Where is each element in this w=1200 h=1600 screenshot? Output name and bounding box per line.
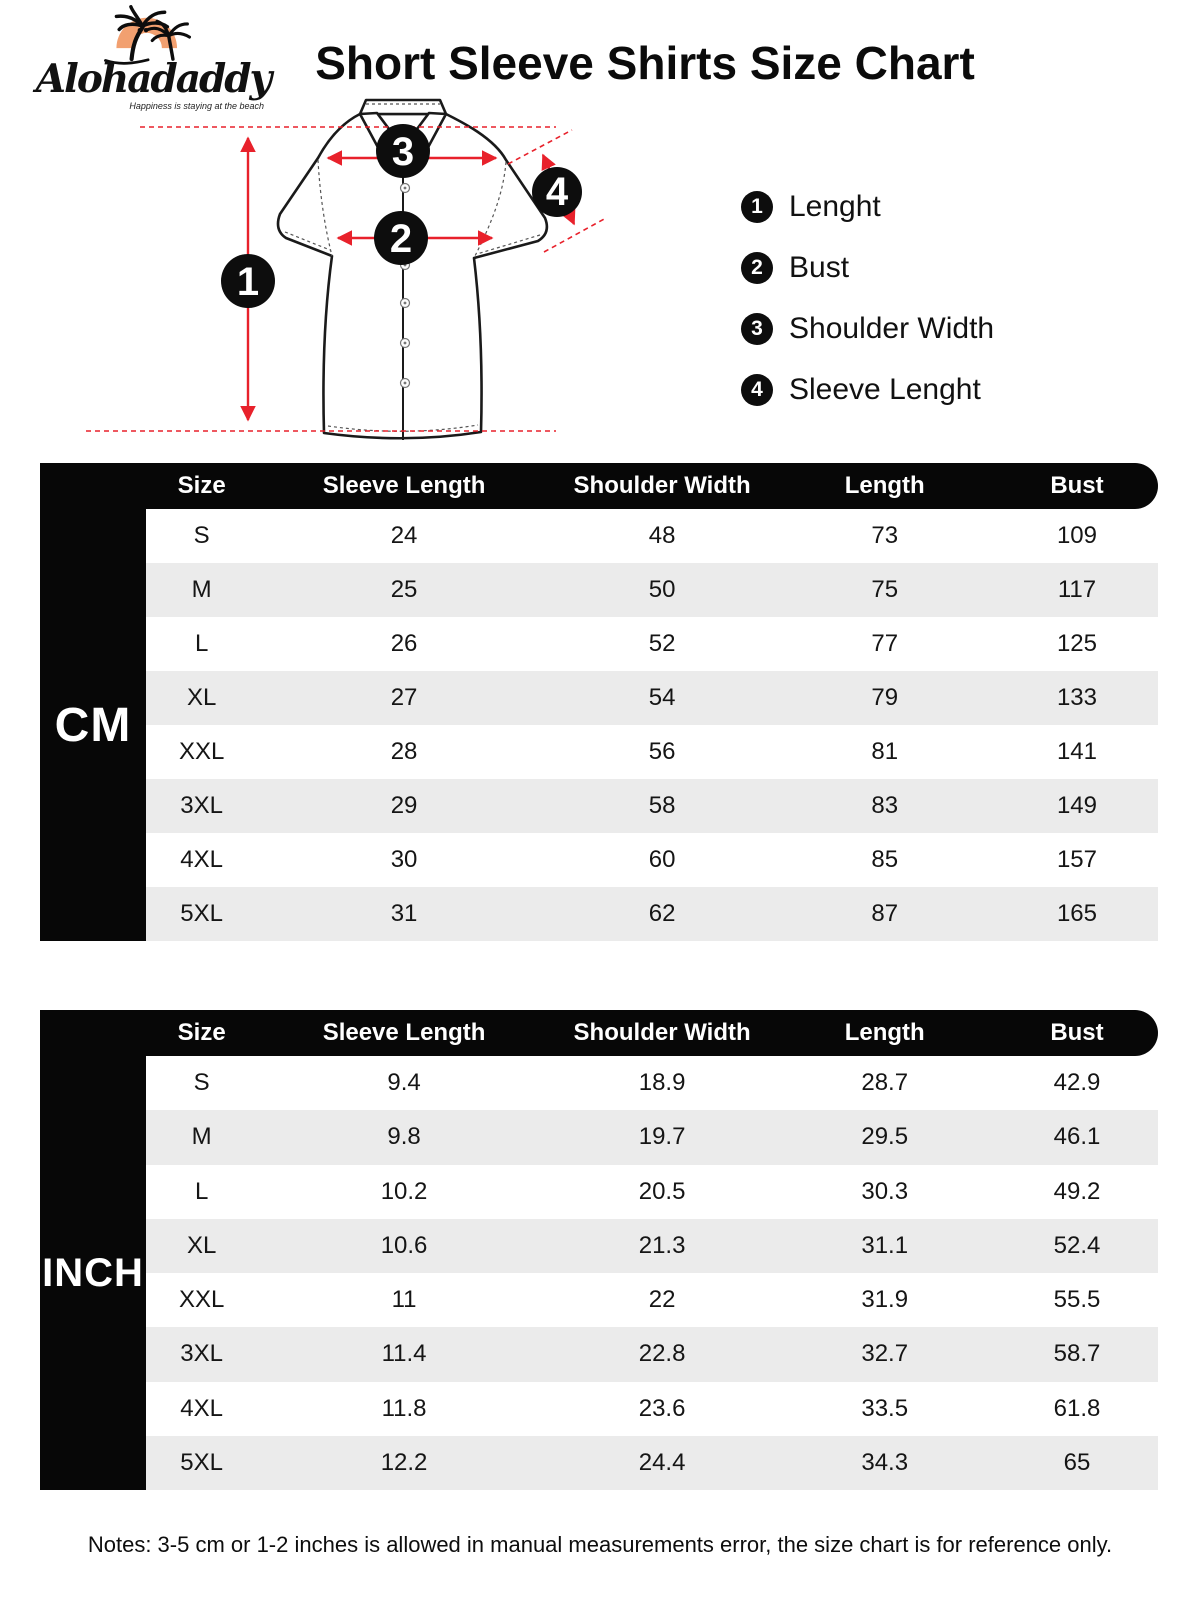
table-cell: 117 [1057,576,1097,603]
unit-column [40,509,146,941]
size-cell: XL [186,1231,217,1259]
column-header: Sleeve Length [322,1019,486,1046]
table-row [146,617,1158,671]
table-cell: 34.3 [861,1448,909,1476]
table-cell: 11.4 [381,1340,427,1368]
table-cell: 28 [390,738,418,765]
legend-item-shoulder-width [741,310,994,348]
size-cell: L [194,630,209,657]
size-table-cm [40,463,1158,941]
table-cell: 42.9 [1053,1069,1101,1097]
table-row [146,1382,1158,1436]
table-cell: 149 [1056,792,1097,819]
legend-item-bust [741,249,994,287]
legend-number-badge: 4 [741,374,773,406]
table-cell: 26 [390,630,418,657]
table-cell: 83 [871,792,899,819]
table-cell: 60 [648,846,676,873]
table-cell: 24.4 [638,1448,686,1476]
column-header: Bust [1050,472,1104,499]
column-header: Shoulder Width [573,472,751,499]
size-cell: 4XL [180,846,223,873]
table-cell: 29 [390,792,418,819]
table-cell: 56 [648,738,676,765]
table-row [146,1165,1158,1219]
table-cell: 31.1 [861,1231,909,1259]
table-row [146,1327,1158,1381]
table-cell: 75 [871,576,899,603]
size-cell: S [193,522,210,549]
table-cell: 73 [871,522,899,549]
legend-number-badge: 1 [741,191,773,223]
table-cell: 61.8 [1053,1394,1101,1422]
table-cell: 25 [390,576,418,603]
size-cell: 3XL [180,1340,223,1368]
size-cell: 5XL [180,900,223,927]
table-cell: 48 [648,522,676,549]
unit-label-cm: CM [54,698,132,752]
table-cell: 85 [871,846,899,873]
legend-number-badge: 2 [741,252,773,284]
table-cell: 18.9 [638,1069,686,1097]
table-cell: 157 [1056,846,1097,873]
table-cell: 31.9 [861,1286,909,1314]
table-cell: 58.7 [1053,1340,1101,1368]
legend-item-label: Shoulder Width [789,312,995,345]
marker-4: 4 [545,170,569,214]
table-cell: 133 [1056,684,1097,711]
table-header-row [40,463,1158,509]
table-cell: 54 [648,684,676,711]
table-cell: 31 [390,900,418,927]
table-row [146,509,1158,563]
legend-item-length [741,188,994,226]
shirt-measurement-diagram [80,95,625,455]
unit-label-inch: INCH [42,1250,144,1295]
column-header: Length [844,472,925,499]
legend-item-sleeve-length [741,371,994,409]
table-cell: 19.7 [638,1123,686,1151]
notes-text: Notes: 3-5 cm or 1-2 inches is allowed in manual measurements error, the size chart is for reference only. [87,1532,1113,1557]
column-header: Shoulder Width [573,1019,751,1046]
table-row [146,671,1158,725]
table-row [146,779,1158,833]
table-rows [146,1056,1158,1490]
table-cell: 109 [1056,522,1097,549]
legend-item-label: Sleeve Lenght [789,373,981,406]
table-cell: 20.5 [638,1177,686,1205]
table-cell: 24 [390,522,418,549]
table-cell: 12.2 [380,1448,428,1476]
page-title: Short Sleeve Shirts Size Chart [315,37,975,89]
table-cell: 10.6 [380,1231,428,1259]
table-cell: 11 [391,1286,417,1314]
legend-item-label: Lenght [789,190,881,223]
unit-column [40,1056,146,1490]
table-cell: 23.6 [638,1394,686,1422]
table-cell: 30 [390,846,418,873]
size-cell: M [191,1123,212,1151]
table-cell: 125 [1056,630,1097,657]
table-row [146,1056,1158,1110]
table-rows [146,509,1158,941]
table-cell: 29.5 [861,1123,909,1151]
size-cell: XL [186,684,217,711]
table-row [146,1219,1158,1273]
size-cell: L [194,1177,209,1205]
table-cell: 9.4 [387,1069,421,1097]
table-cell: 22 [648,1286,676,1314]
size-table-inch [40,1010,1158,1490]
legend-item-label: Bust [789,251,850,284]
table-cell: 21.3 [638,1231,686,1259]
table-row [146,563,1158,617]
table-row [146,833,1158,887]
size-cell: M [191,576,212,603]
legend-number-badge: 3 [741,313,773,345]
table-cell: 58 [648,792,676,819]
table-header-row [40,1010,1158,1056]
table-cell: 65 [1063,1448,1091,1476]
table-cell: 9.8 [387,1123,421,1151]
table-cell: 52 [648,630,676,657]
table-cell: 81 [871,738,899,765]
table-cell: 33.5 [861,1394,909,1422]
column-header: Size [177,1019,226,1046]
table-cell: 49.2 [1053,1177,1101,1205]
table-cell: 79 [871,684,899,711]
table-cell: 87 [871,900,899,927]
table-cell: 55.5 [1053,1286,1101,1314]
table-cell: 165 [1056,900,1097,927]
marker-2: 2 [389,217,413,261]
measurement-legend [741,188,994,409]
table-row [146,725,1158,779]
size-cell: S [193,1069,210,1097]
table-cell: 22.8 [638,1340,686,1368]
brand-tagline: Happiness is staying at the beach [129,101,264,111]
table-row [146,1436,1158,1490]
size-cell: 3XL [180,792,223,819]
column-header: Bust [1050,1019,1104,1046]
table-cell: 30.3 [861,1177,909,1205]
table-cell: 141 [1056,738,1097,765]
table-row [146,1110,1158,1164]
table-cell: 27 [390,684,418,711]
brand-name: Alohadaddy [35,56,271,102]
table-cell: 46.1 [1053,1123,1101,1151]
table-cell: 32.7 [861,1340,909,1368]
table-cell: 10.2 [380,1177,428,1205]
size-cell: XXL [178,738,225,765]
column-header: Size [177,472,226,499]
table-cell: 11.8 [381,1394,427,1422]
table-cell: 28.7 [861,1069,909,1097]
size-cell: 4XL [180,1394,223,1422]
table-row [146,887,1158,941]
table-row [146,1273,1158,1327]
table-cell: 77 [871,630,899,657]
table-cell: 52.4 [1053,1231,1101,1259]
table-cell: 50 [648,576,676,603]
table-cell: 62 [648,900,676,927]
marker-3: 3 [391,130,415,174]
marker-1: 1 [236,260,260,304]
size-cell: XXL [178,1286,225,1314]
size-cell: 5XL [180,1448,223,1476]
column-header: Length [844,1019,925,1046]
column-header: Sleeve Length [322,472,486,499]
